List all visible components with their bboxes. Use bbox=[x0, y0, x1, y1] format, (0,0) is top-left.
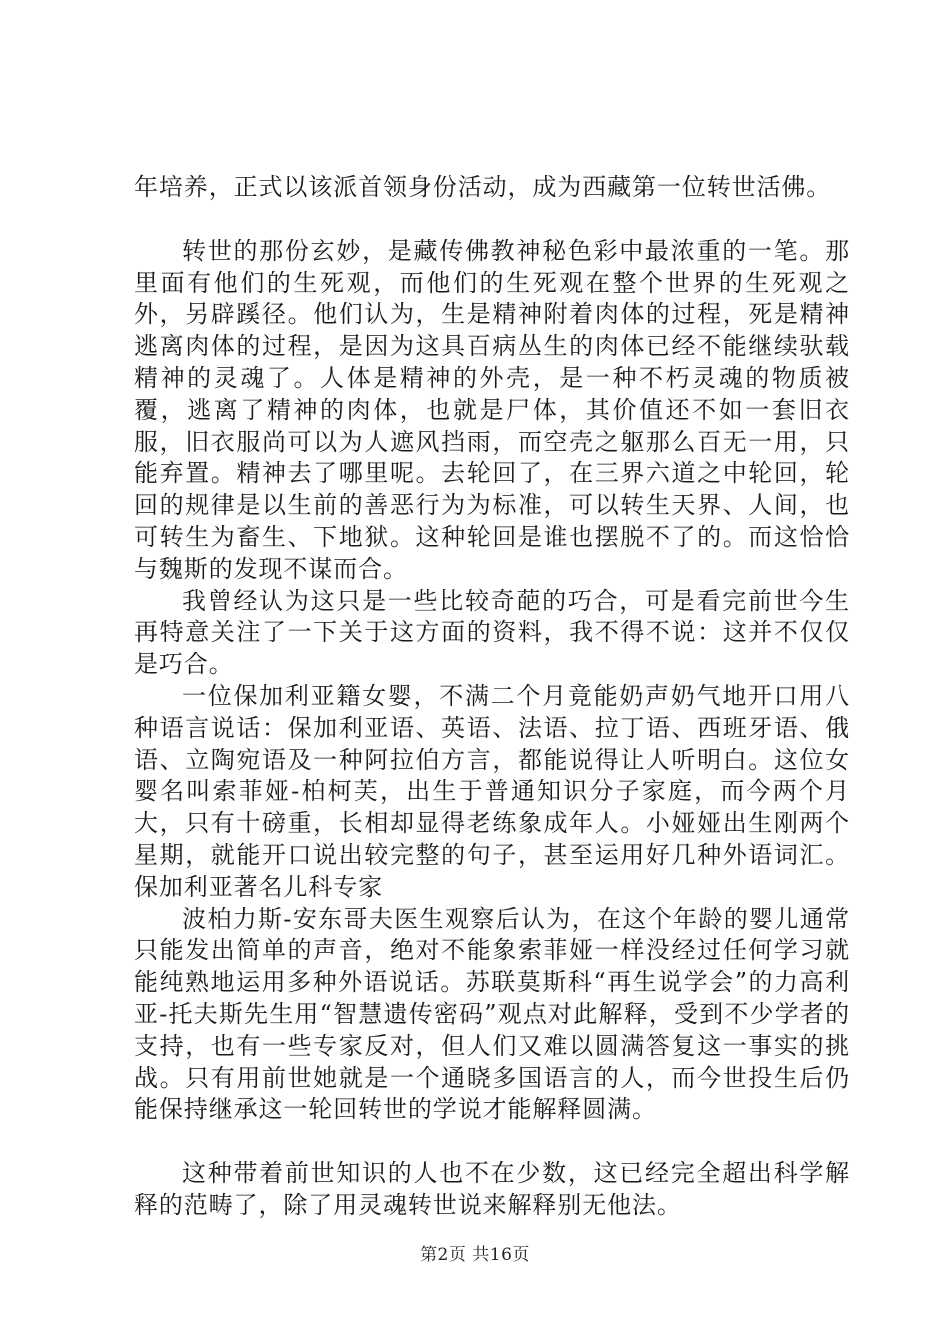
paragraph-bulgarian-infant: 一位保加利亚籍女婴，不满二个月竟能奶声奶气地开口用八种语言说话：保加利亚语、英语、法语、拉丁语、西班牙语、俄语、立陶宛语及一种阿拉伯方言，都能说得让人听明白。这位女婴名叫索菲娅-柏柯芙，出生于普通知识分子家庭，而今两个月大，只有十磅重，长相却显得老练象成年人。小娅娅出生刚两个星期，就能开口说出较完整的句子，甚至运用好几种外语词汇。保加利亚著名儿科专家 bbox=[134, 681, 850, 901]
page-number-footer: 第2页 共16页 bbox=[420, 1245, 530, 1265]
document-body bbox=[134, 172, 850, 1222]
paragraph-doctor-observation: 波柏力斯-安东哥夫医生观察后认为，在这个年龄的婴儿通常只能发出简单的声音，绝对不能象索菲娅一样没经过任何学习就能纯熟地运用多种外语说话。苏联莫斯科“再生说学会”的力高利亚-托夫斯先生用“智慧遗传密码”观点对此解释，受到不少学者的支持，也有一些专家反对，但人们又难以圆满答复这一事实的挑战。只有用前世她就是一个通晓多国语言的人，而今世投生后仍能保持继承这一轮回转世的学说才能解释圆满。 bbox=[134, 904, 850, 1124]
paragraph-coincidence: 我曾经认为这只是一些比较奇葩的巧合，可是看完前世今生再特意关注了一下关于这方面的资料，我不得不说：这并不仅仅是巧合。 bbox=[134, 586, 850, 679]
paragraph-reincarnation: 转世的那份玄妙，是藏传佛教神秘色彩中最浓重的一笔。那里面有他们的生死观，而他们的生死观在整个世界的生死观之外，另辟蹊径。他们认为，生是精神附着肉体的过程，死是精神逃离肉体的过程，是因为这具百病丛生的肉体已经不能继续驮载精神的灵魂了。人体是精神的外壳，是一种不朽灵魂的物质被覆，逃离了精神的肉体，也就是尸体，其价值还不如一套旧衣服，旧衣服尚可以为人遮风挡雨，而空壳之躯那么百无一用，只能弃置。精神去了哪里呢。去轮回了，在三界六道之中轮回，轮回的规律是以生前的善恶行为为标准，可以转生天界、人间，也可转生为畜生、下地狱。这种轮回是谁也摆脱不了的。而这恰恰与魏斯的发现不谋而合。 bbox=[134, 236, 850, 583]
paragraph-continuation: 年培养，正式以该派首领身份活动，成为西藏第一位转世活佛。 bbox=[134, 173, 832, 201]
paragraph-conclusion: 这种带着前世知识的人也不在少数，这已经完全超出科学解释的范畴了，除了用灵魂转世说来解释别无他法。 bbox=[134, 1159, 850, 1219]
